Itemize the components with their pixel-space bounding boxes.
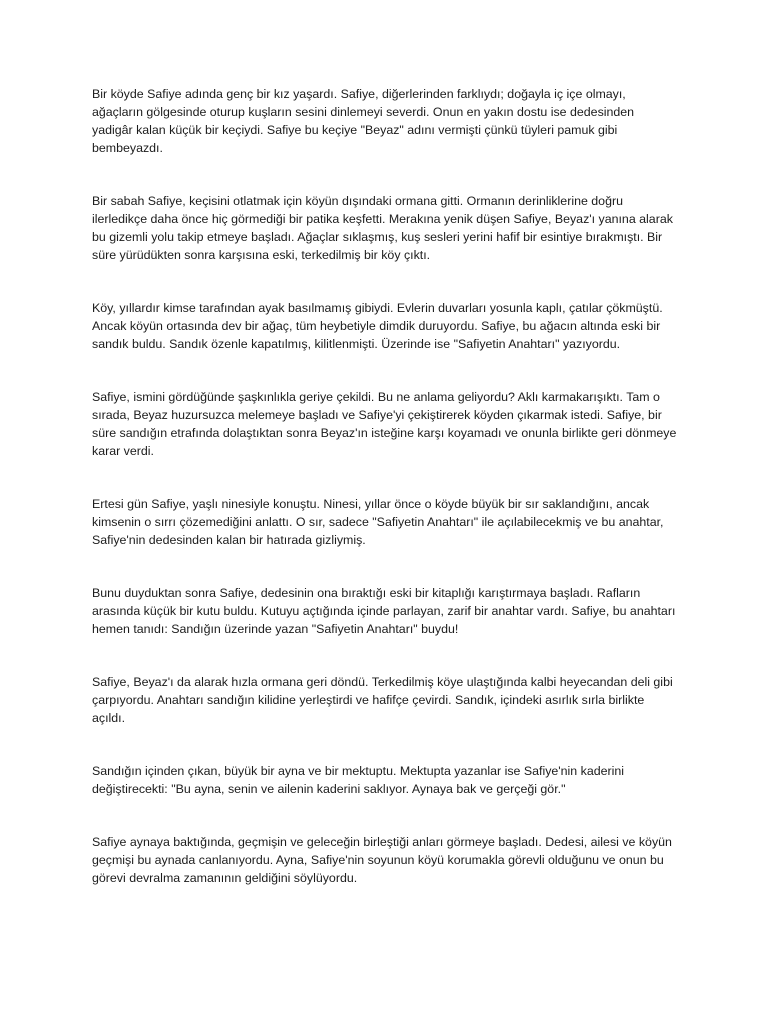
paragraph-3: Köy, yıllardır kimse tarafından ayak basılmamış gibiydi. Evlerin duvarları yosunla kaplı, çatılar çökmüştü. Ancak köyün ortasında dev bir ağaç, tüm heybetiyle dimdik duruyordu. Safiye, bu ağacın altında eski bir sandık buldu. Sandık özenle kapatılmış, kilitlenmişti. Üzerinde ise "Safiyetin Anahtarı" yazıyordu.: [92, 301, 663, 351]
paragraph-5: Ertesi gün Safiye, yaşlı ninesiyle konuştu. Ninesi, yıllar önce o köyde büyük bir sır saklandığını, ancak kimsenin o sırrı çözemediğini anlattı. O sır, sadece "Safiyetin Anahtarı" ile açılabilecekmiş ve bu anahtar, Safiye'nin dedesinden kalan bir hatırada gizliymiş.: [92, 497, 664, 547]
paragraph-4: Safiye, ismini gördüğünde şaşkınlıkla geriye çekildi. Bu ne anlama geliyordu? Aklı karmakarışıktı. Tam o sırada, Beyaz huzursuzca melemeye başladı ve Safiye'yi çekiştirerek köyden çıkarmak istedi. Safiye, bir süre sandığın etrafında dolaştıktan sonra Beyaz'ın isteğine karşı koyamadı ve onunla birlikte geri dönmeye karar verdi.: [92, 390, 677, 458]
paragraph-7: Safiye, Beyaz'ı da alarak hızla ormana geri döndü. Terkedilmiş köye ulaştığında kalbi heyecandan deli gibi çarpıyordu. Anahtarı sandığın kilidine yerleştirdi ve hafifçe çevirdi. Sandık, içindeki asırlık sırla birlikte açıldı.: [92, 675, 673, 725]
paragraph-2: Bir sabah Safiye, keçisini otlatmak için köyün dışındaki ormana gitti. Ormanın derinliklerine doğru ilerledikçe daha önce hiç görmediği bir patika keşfetti. Merakına yenik düşen Safiye, Beyaz'ı yanına alarak bu gizemli yolu takip etmeye başladı. Ağaçlar sıklaşmış, kuş sesleri yerini hafif bir esintiye bırakmıştı. Bir süre yürüdükten sonra karşısına eski, terkedilmiş bir köy çıktı.: [92, 194, 673, 262]
paragraph-1: Bir köyde Safiye adında genç bir kız yaşardı. Safiye, diğerlerinden farklıydı; doğayla iç içe olmayı, ağaçların gölgesinde oturup kuşların sesini dinlemeyi severdi. Onun en yakın dostu ise dedesinden yadigâr kalan küçük bir keçiydi. Safiye bu keçiye "Beyaz" adını vermişti çünkü tüyleri pamuk gibi bembeyazdı.: [92, 87, 635, 155]
paragraph-8: Sandığın içinden çıkan, büyük bir ayna ve bir mektuptu. Mektupta yazanlar ise Safiye'nin kaderini değiştirecekti: "Bu ayna, senin ve ailenin kaderini saklıyor. Aynaya bak ve gerçeği gör.": [92, 764, 625, 796]
paragraph-9: Safiye aynaya baktığında, geçmişin ve geleceğin birleştiği anları görmeye başladı. Dedesi, ailesi ve köyün geçmişi bu aynada canlanıyordu. Ayna, Safiye'nin soyunun köyü korumakla görevli olduğunu ve onun bu görevi devralma zamanının geldiğini söylüyordu.: [92, 835, 672, 885]
document-body: [92, 85, 678, 922]
paragraph-6: Bunu duyduktan sonra Safiye, dedesinin ona bıraktığı eski bir kitaplığı karıştırmaya başladı. Rafların arasında küçük bir kutu buldu. Kutuyu açtığında içinde parlayan, zarif bir anahtar vardı. Safiye, bu anahtarı hemen tanıdı: Sandığın üzerinde yazan "Safiyetin Anahtarı" buydu!: [92, 586, 676, 636]
